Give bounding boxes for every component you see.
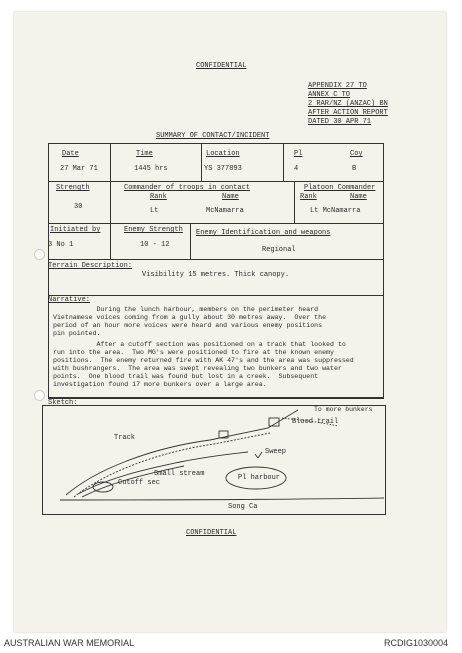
narrative-line: During the lunch harbour, members on the perimeter heard (53, 306, 319, 313)
classification-bottom: CONFIDENTIAL (186, 529, 237, 537)
appendix-line: ANNEX C TO (308, 91, 351, 99)
coy-label: Coy (350, 150, 363, 158)
sketch-river-label: Song Ca (228, 503, 258, 511)
initiated-value: 3 No 1 (48, 241, 74, 249)
platoon-commander-label: Platoon Commander (304, 184, 376, 192)
footer-id: RCDIG1030004 (384, 638, 449, 648)
narrative-line: period of an hour more voices were heard and various enemy positions (53, 322, 323, 329)
appendix-line: AFTER ACTION REPORT (308, 109, 388, 117)
narrative-line: points. One blood trail was found but lost in a creek. Subsequent (53, 373, 319, 380)
date-label: Date (62, 150, 79, 158)
appendix-line: DATED 30 APR 71 (308, 118, 372, 126)
pl-label: Pl (294, 150, 303, 158)
narrative-line: with bushrangers. The area was swept revealing two bunkers and two water (53, 365, 342, 372)
footer-source: AUSTRALIAN WAR MEMORIAL (4, 638, 135, 648)
time-value: 1445 hrs (134, 165, 168, 173)
narrative-label: Narrative: (48, 296, 91, 304)
narrative-line: After a cutoff section was positioned on a track that looked to (53, 341, 346, 348)
classification-top: CONFIDENTIAL (196, 62, 247, 70)
location-value: YS 377893 (204, 165, 242, 173)
sketch-harbour-label: Pl harbour (238, 474, 281, 482)
appendix-line: APPENDIX 27 TO (308, 82, 367, 90)
sketch-track-label: Track (114, 434, 136, 442)
location-label: Location (206, 150, 240, 158)
strength-value: 30 (74, 203, 83, 211)
cutoff-outline (93, 482, 113, 492)
platoon-commander-name-label: Name (350, 193, 367, 201)
summary-title: SUMMARY OF CONTACT/INCIDENT (156, 132, 270, 140)
sweep-arrow-icon (255, 452, 262, 458)
pl-value: 4 (294, 165, 299, 173)
strength-label: Strength (56, 184, 90, 192)
commander-rank-label: Rank (150, 193, 167, 201)
commander-name: McNamarra (206, 207, 244, 215)
enemy-id-label: Enemy Identification and weapons (196, 229, 331, 237)
sketch-label: Sketch: (48, 399, 78, 407)
sketch-more-bunkers-label: To more bunkers (314, 406, 373, 413)
platoon-commander-rank-label: Rank (300, 193, 317, 201)
sketch-sweep-label: Sweep (265, 448, 287, 456)
platoon-commander-value: Lt McNamarra (310, 207, 361, 215)
coy-value: B (352, 165, 357, 173)
sketch-blood-trail-label: Blood trail (292, 418, 339, 426)
date-value: 27 Mar 71 (60, 165, 98, 173)
narrative-line: Vietnamese voices coming from a gully about 30 metres away. Over the (53, 314, 327, 321)
commander-label: Commander of troops in contact (124, 184, 251, 192)
narrative-line: pin pointed. (53, 330, 101, 337)
commander-name-label: Name (222, 193, 239, 201)
commander-rank: Lt (150, 207, 159, 215)
river-line (60, 498, 384, 500)
narrative-line: investigation found 17 more bunkers over a large area. (53, 381, 267, 388)
enemy-id-value: Regional (262, 246, 296, 254)
initiated-label: Initiated by (50, 226, 101, 234)
narrative-line: positions. The enemy returned fire with AK 47's and the area was suppressed (53, 357, 354, 364)
enemy-strength-label: Enemy Strength (124, 226, 183, 234)
narrative-line: run into the area. Two MG's were positioned to fire at the known enemy (53, 349, 334, 356)
time-label: Time (136, 150, 153, 158)
sketch-stream-label: Small stream (154, 470, 205, 478)
appendix-line: 2 RAR/NZ (ANZAC) BN (308, 100, 388, 108)
sketch-cutoff-label: Cutoff sec (118, 479, 161, 487)
terrain-value: Visibility 15 metres. Thick canopy. (142, 271, 290, 279)
terrain-label: Terrain Description: (48, 262, 133, 270)
enemy-strength-value: 10 - 12 (140, 241, 170, 249)
